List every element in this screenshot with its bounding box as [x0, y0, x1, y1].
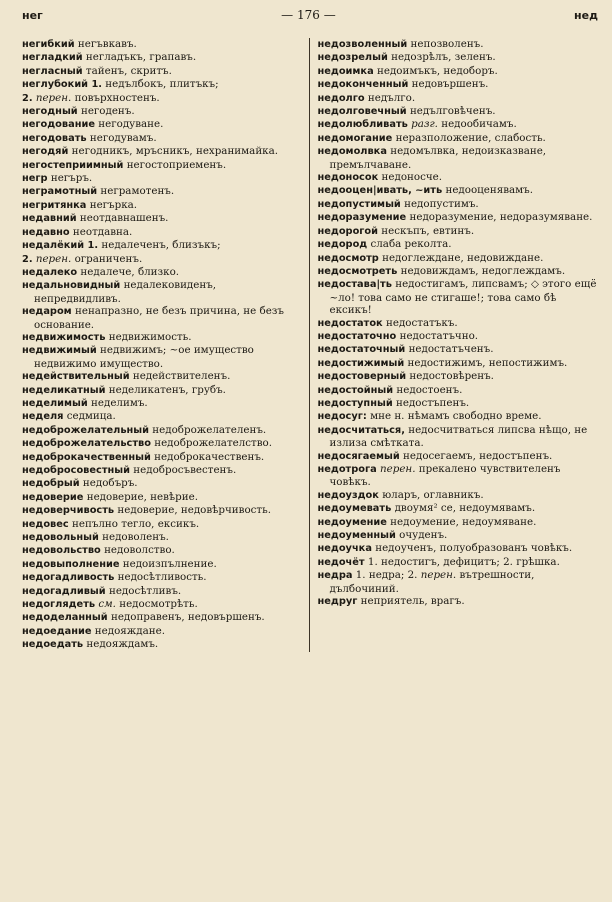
headword: недочёт — [317, 556, 365, 568]
dictionary-entry — [22, 558, 303, 571]
headword: негодовать — [22, 132, 87, 144]
dictionary-entry — [22, 370, 303, 383]
headword: недостава|ть — [317, 279, 392, 291]
headword: недвижимый — [22, 345, 97, 357]
headword: недород — [317, 239, 368, 251]
headword: недостаток — [317, 317, 383, 329]
translation: негодувамъ. — [89, 131, 157, 144]
translation: негърка. — [89, 198, 138, 211]
headword: неделикатный — [22, 384, 106, 396]
dictionary-entry — [22, 105, 303, 118]
headword: неграмотный — [22, 186, 98, 198]
dictionary-entry — [318, 92, 599, 105]
headword: недозволенный — [317, 39, 408, 50]
translation: недалеченъ, близъкъ; — [101, 239, 221, 252]
dictionary-entry — [318, 569, 599, 595]
translation: недооценявамъ. — [445, 184, 533, 197]
headword: недосмотреть — [317, 265, 398, 277]
dictionary-entry — [318, 171, 599, 184]
dictionary-entry — [22, 51, 303, 64]
dictionary-entry — [318, 595, 599, 608]
dictionary-entry — [318, 542, 599, 555]
translation: недобросъвестенъ. — [133, 464, 237, 476]
headword: недотрога — [317, 464, 377, 475]
translation: недостовѣренъ. — [409, 370, 494, 383]
headword: недоброжелательство — [22, 438, 151, 450]
headword: недавний — [22, 213, 77, 225]
page-header — [22, 8, 598, 30]
translation: недоброкачественъ. — [154, 450, 265, 463]
dictionary-entry — [318, 450, 599, 463]
headword: недоуздок — [317, 489, 379, 501]
dictionary-entry — [318, 38, 599, 51]
dictionary-entry — [22, 504, 303, 517]
translation: недоумение, недоумяване. — [390, 515, 537, 528]
dictionary-entry — [22, 132, 303, 145]
headword: недалёкий 1. — [22, 240, 99, 252]
header-left-guideword: нег — [22, 9, 43, 22]
translation: недосѣтливость. — [117, 571, 207, 584]
dictionary-entry — [318, 516, 599, 529]
dictionary-entry — [22, 185, 303, 198]
headword: недоумевать — [317, 503, 392, 515]
translation: недобъръ. — [82, 477, 138, 490]
dictionary-entry — [22, 437, 303, 450]
translation: повърхностенъ. — [74, 91, 160, 104]
translation: недовиждамъ, недоглеждамъ. — [400, 264, 566, 277]
usage-label: см. — [98, 598, 116, 611]
usage-label: перен. — [420, 569, 457, 582]
headword: недобрый — [22, 478, 80, 490]
headword: недоимка — [317, 65, 374, 77]
dictionary-entry — [22, 585, 303, 598]
headword: недоброкачественный — [22, 451, 151, 463]
headword: недавно — [22, 226, 70, 238]
dictionary-entry — [22, 226, 303, 239]
dictionary-entry — [22, 384, 303, 397]
dictionary-entry — [318, 357, 599, 370]
dictionary-entry — [22, 145, 303, 158]
translation: слаба реколта. — [370, 238, 452, 251]
header-right-guideword: нед — [574, 9, 598, 22]
dictionary-entry — [22, 199, 303, 212]
right-column — [309, 38, 599, 652]
headword: негодяй — [22, 146, 69, 158]
usage-label: разг. — [411, 118, 438, 131]
dictionary-entry — [22, 410, 303, 423]
headword: недобросовестный — [22, 465, 131, 476]
translation: недояждамъ. — [86, 638, 159, 651]
left-column — [22, 38, 309, 652]
dictionary-entry — [318, 65, 599, 78]
translation: недоброжелателенъ. — [152, 423, 267, 436]
translation: недостатъчно. — [399, 329, 479, 342]
dictionary-entry — [318, 252, 599, 265]
translation: недосчитваться липсва нѣщо, не излиза смѣтката. — [329, 423, 588, 450]
translation: недостъпенъ. — [395, 396, 470, 409]
translation: нескъпъ, евтинъ. — [381, 224, 475, 237]
usage-label: перен. — [35, 252, 72, 265]
headword: негостеприимный — [22, 159, 124, 171]
headword: неделимый — [22, 397, 88, 409]
headword: недоделанный — [22, 612, 108, 624]
translation: неприятель, врагъ. — [360, 595, 465, 608]
headword: недостижимый — [317, 357, 405, 369]
headword: недруг — [317, 596, 358, 608]
headword: недвижимость — [22, 331, 106, 343]
translation: недоволство. — [104, 544, 175, 557]
headword: негладкий — [22, 52, 83, 64]
headword: недостойный — [317, 384, 394, 396]
translation: недостатъченъ. — [408, 343, 494, 356]
translation: недоверие, недовѣрчивость. — [117, 504, 271, 517]
dictionary-entry — [22, 212, 303, 225]
headword: недооцен|ивать, ~ить — [317, 185, 443, 197]
dictionary-entry — [22, 344, 303, 370]
dictionary-entry — [318, 78, 599, 91]
dictionary-entry — [318, 529, 599, 542]
headword: недаром — [22, 306, 72, 318]
dictionary-entry — [22, 451, 303, 464]
translation: неделикатенъ, грубъ. — [108, 383, 226, 396]
dictionary-entry — [22, 638, 303, 651]
dictionary-entry — [318, 225, 599, 238]
dictionary-entry — [318, 118, 599, 131]
headword: недостаточный — [317, 344, 406, 356]
dictionary-entry — [22, 544, 303, 557]
headword: недоучка — [317, 543, 372, 555]
dictionary-entry — [318, 105, 599, 118]
headword: недолго — [317, 92, 365, 104]
headword: недомолвка — [317, 146, 387, 158]
headword: недовольство — [22, 545, 101, 557]
translation: непозволенъ. — [410, 38, 484, 50]
translation: негъвкавъ. — [77, 38, 137, 50]
dictionary-entry — [22, 477, 303, 490]
dictionary-entry — [318, 211, 599, 224]
dictionary-entry — [22, 571, 303, 584]
headword: недорогой — [317, 225, 379, 237]
translation: недействителенъ. — [132, 370, 231, 383]
translation: 1. недра; 2. — [355, 569, 418, 582]
translation: недопустимъ. — [404, 197, 479, 210]
dictionary-entry — [318, 384, 599, 397]
headword: недомогание — [317, 132, 393, 144]
headword: недопустимый — [317, 198, 401, 210]
dictionary-entry — [318, 370, 599, 383]
translation: недовършенъ. — [411, 78, 489, 91]
headword: недосчитаться, — [317, 424, 405, 436]
dictionary-entry — [318, 317, 599, 330]
dictionary-entry — [22, 611, 303, 624]
dictionary-entry — [22, 92, 303, 105]
dictionary-entry — [22, 518, 303, 531]
dictionary-entry — [318, 51, 599, 64]
headword: негласный — [22, 65, 83, 77]
dictionary-entry — [318, 145, 599, 171]
headword: недозрелый — [317, 52, 388, 64]
translation: недалече, близко. — [80, 265, 180, 278]
headword: недостаточно — [317, 330, 397, 342]
dictionary-entry — [318, 397, 599, 410]
dictionary-entry — [318, 343, 599, 356]
translation: недоизпълнение. — [122, 557, 217, 570]
translation: недоправенъ, недовършенъ. — [110, 611, 265, 624]
translation: недосѣтливъ. — [108, 584, 182, 597]
dictionary-entry — [22, 279, 303, 305]
headword: недоносок — [317, 172, 379, 184]
translation: мне н. нѣмамъ свободно време. — [370, 410, 542, 423]
translation: недостижимъ, непостижимъ. — [407, 356, 568, 369]
translation: 1. недостигъ, дефицитъ; 2. грѣшка. — [367, 555, 560, 568]
dictionary-entry — [318, 184, 599, 197]
dictionary-entry — [22, 239, 303, 252]
dictionary-entry — [22, 598, 303, 611]
translation: вътрешности, дълбочиний. — [329, 569, 535, 595]
translation: недоброжелателство. — [154, 437, 273, 450]
headword: недоверчивость — [22, 505, 115, 517]
dictionary-entry — [318, 238, 599, 251]
translation: неотдавнашенъ. — [79, 212, 169, 225]
translation: недосмотрѣть. — [119, 598, 198, 611]
headword: недосягаемый — [317, 450, 400, 462]
translation: недостигамъ, липсвамъ; ◇ этого ещё ~ло! това само не стигаше!; това само бѣ ексикъ! — [329, 278, 597, 317]
usage-label: перен. — [380, 463, 416, 475]
dictionary-entry — [22, 78, 303, 91]
translation: недоверие, невѣрие. — [86, 490, 198, 503]
headword: недоразумение — [317, 212, 407, 224]
dictionary-entry — [22, 38, 303, 51]
translation: юларъ, оглавникъ. — [382, 488, 484, 501]
headword: недовыполнение — [22, 558, 120, 570]
translation: недояждане. — [94, 624, 165, 637]
translation: негъръ. — [50, 172, 93, 185]
translation: недомълвка, недоизказване, премълчаване. — [329, 145, 547, 171]
headword: недоброжелательный — [22, 424, 150, 436]
usage-label: перен. — [35, 91, 72, 104]
dictionary-entry — [22, 531, 303, 544]
dictionary-entry — [22, 118, 303, 131]
dictionary-entry — [22, 491, 303, 504]
headword: неглубокий 1. — [22, 79, 102, 91]
dictionary-entry — [318, 463, 599, 489]
translation: недосегаемъ, недостъпенъ. — [403, 449, 553, 462]
dictionary-entry — [318, 556, 599, 569]
translation: недостоенъ. — [396, 383, 463, 396]
dictionary-entry — [22, 65, 303, 78]
headword: недоумение — [317, 516, 387, 528]
translation: недоученъ, полуобразованъ човѣкъ. — [375, 542, 573, 555]
translation: недвижимъ; ~ое имущество недвижимо имущество. — [34, 344, 254, 370]
headword: недостоверный — [317, 371, 407, 383]
translation: недалековиденъ, непредвидливъ. — [34, 279, 217, 305]
translation: недълго. — [367, 91, 416, 104]
headword: недогадливость — [22, 572, 115, 584]
translation: недостатъкъ. — [386, 316, 458, 329]
translation: недоимъкъ, недоборъ. — [376, 64, 498, 77]
headword: недовольный — [22, 532, 99, 544]
dictionary-entry — [318, 410, 599, 423]
headword: негритянка — [22, 199, 87, 211]
headword: негодный — [22, 106, 78, 118]
translation: недвижимость. — [108, 330, 192, 343]
translation: недоносче. — [381, 171, 443, 184]
translation: непълно тегло, ексикъ. — [72, 517, 200, 530]
headword: недоконченный — [317, 79, 409, 91]
dictionary-entry — [22, 172, 303, 185]
translation: негостоприеменъ. — [126, 158, 227, 171]
headword: недоверие — [22, 491, 84, 503]
translation: недоволенъ. — [102, 531, 169, 544]
headword: негодование — [22, 119, 95, 131]
translation: недоглеждане, недовиждане. — [382, 251, 544, 264]
translation: двоумя² се, недоумявамъ. — [394, 502, 536, 515]
translation: негодникъ, мръсникъ, нехранимайка. — [71, 145, 279, 158]
dictionary-entry — [22, 397, 303, 410]
translation: негодуване. — [98, 118, 164, 131]
translation: неразположение, слабость. — [395, 131, 546, 144]
headword: недалеко — [22, 266, 78, 278]
translation: негладъкъ, грапавъ. — [85, 51, 197, 64]
sense-number: 2. — [22, 92, 33, 104]
translation: ненапразно, не безъ причина, не безъ основание. — [34, 305, 284, 331]
headword: недоуменный — [317, 530, 396, 542]
page-number: — 176 — — [281, 8, 336, 22]
headword: негр — [22, 173, 48, 185]
translation: недозрѣлъ, зеленъ. — [391, 51, 496, 64]
dictionary-entry — [22, 266, 303, 279]
translation: неделимъ. — [91, 396, 148, 409]
headword: недальновидный — [22, 280, 121, 292]
translation: очуденъ. — [399, 529, 448, 542]
headword: недогадливый — [22, 585, 106, 597]
headword: недоедание — [22, 625, 92, 637]
headword: недоступный — [317, 397, 393, 409]
dictionary-entry — [22, 625, 303, 638]
dictionary-entry — [318, 330, 599, 343]
dictionary-entry — [318, 132, 599, 145]
translation: седмица. — [66, 410, 116, 423]
headword: недра — [317, 570, 353, 582]
headword: недоедать — [22, 639, 84, 651]
headword: негибкий — [22, 39, 75, 50]
dictionary-entry — [318, 265, 599, 278]
dictionary-entry — [318, 198, 599, 211]
dictionary-entry — [22, 424, 303, 437]
headword: неделя — [22, 411, 64, 423]
dictionary-entry — [318, 424, 599, 450]
translation: неотдавна. — [72, 225, 133, 238]
headword: недолюбливать — [317, 119, 408, 131]
translation: недълговѣченъ. — [409, 105, 496, 118]
dictionary-entry — [22, 159, 303, 172]
translation: тайенъ, скритъ. — [85, 64, 172, 77]
dictionary-entry — [22, 464, 303, 477]
dictionary-entry — [22, 253, 303, 266]
headword: недосмотр — [317, 252, 379, 264]
headword: недолговечный — [317, 106, 407, 118]
translation: ограниченъ. — [74, 252, 143, 265]
translation: прекалено чувствителенъ човѣкъ. — [329, 463, 561, 489]
columns — [22, 38, 598, 652]
dictionary-entry — [22, 331, 303, 344]
dictionary-entry — [318, 489, 599, 502]
translation: негоденъ. — [80, 105, 135, 118]
headword: недосуг: — [317, 411, 367, 423]
dictionary-entry — [318, 502, 599, 515]
headword: недовес — [22, 518, 69, 530]
translation: неграмотенъ. — [100, 185, 175, 198]
headword: недействительный — [22, 371, 130, 383]
headword: недоглядеть — [22, 599, 96, 611]
dictionary-entry — [22, 305, 303, 331]
dictionary-entry — [318, 278, 599, 316]
translation: недоразумение, недоразумяване. — [409, 211, 593, 224]
sense-number: 2. — [22, 253, 33, 265]
translation: недълбокъ, плитъкъ; — [105, 78, 219, 91]
translation: недообичамъ. — [441, 118, 517, 131]
